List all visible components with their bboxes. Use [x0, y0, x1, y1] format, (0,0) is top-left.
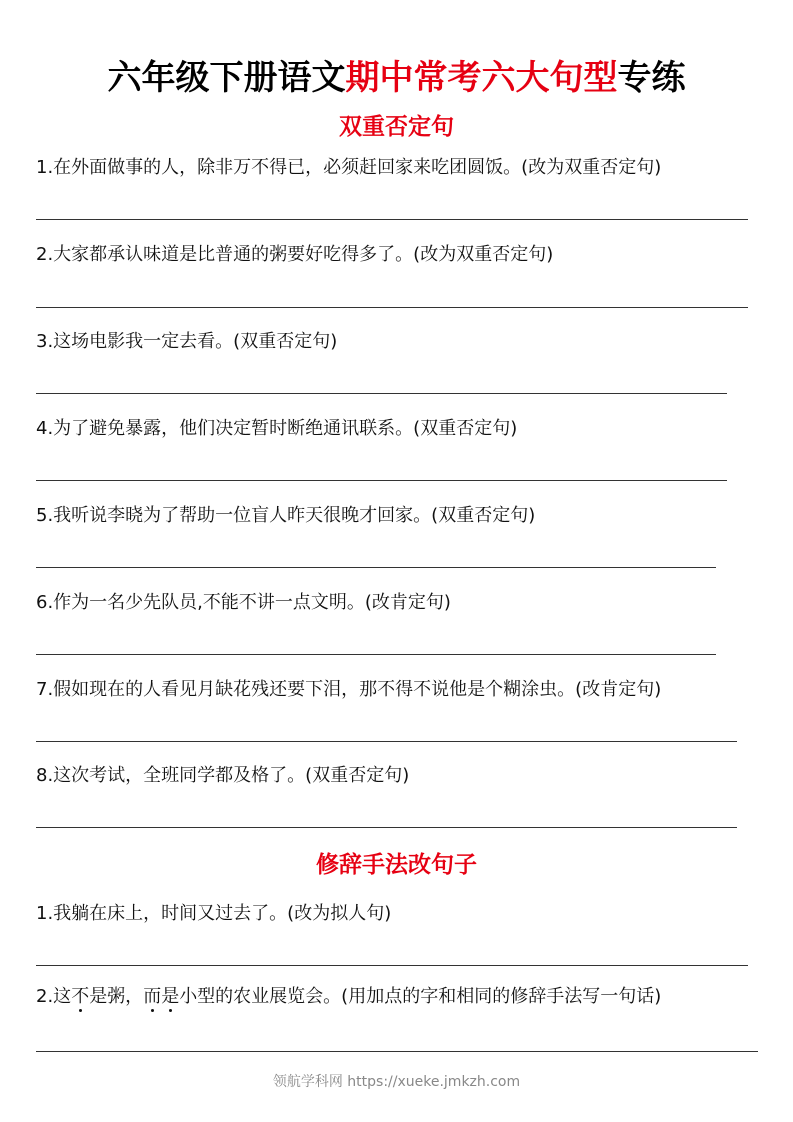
answer-line-4[interactable]	[36, 480, 727, 481]
question-4: 4.为了避免暴露，他们决定暂时断绝通讯联系。(双重否定句)	[36, 418, 518, 439]
question-3: 3.这场电影我一定去看。(双重否定句)	[36, 331, 338, 352]
section-heading-double-negative: 双重否定句	[339, 114, 454, 140]
answer-line-7[interactable]	[36, 741, 737, 742]
footer-watermark: 领航学科网 https://xueke.jmkzh.com	[272, 1074, 521, 1090]
rq2-suffix: 小型的农业展览会。(用加点的字和相同的修辞手法写一句话)	[179, 986, 662, 1007]
section-heading-rhetoric: 修辞手法改句子	[316, 852, 477, 878]
rhetoric-answer-line-1[interactable]	[36, 965, 748, 966]
rhetoric-question-1: 1.我躺在床上，时间又过去了。(改为拟人句)	[36, 903, 392, 924]
answer-line-1[interactable]	[36, 219, 748, 220]
question-8: 8.这次考试，全班同学都及格了。(双重否定句)	[36, 765, 410, 786]
rq2-mid: 是粥，	[89, 986, 144, 1007]
dotted-char-bu: 不	[71, 986, 90, 1007]
answer-line-5[interactable]	[36, 567, 716, 568]
dotted-char-er: 而	[143, 986, 162, 1007]
question-5: 5.我听说李晓为了帮助一位盲人昨天很晚才回家。(双重否定句)	[36, 505, 536, 526]
title-part-3: 专练	[617, 58, 686, 98]
answer-line-6[interactable]	[36, 654, 716, 655]
question-7: 7.假如现在的人看见月缺花残还要下泪，那不得不说他是个糊涂虫。(改肯定句)	[36, 679, 662, 700]
rhetoric-question-2	[36, 982, 661, 1008]
rq2-prefix: 2.这	[36, 986, 72, 1007]
dotted-char-shi: 是	[161, 986, 180, 1007]
question-6: 6.作为一名少先队员,不能不讲一点文明。(改肯定句)	[36, 592, 451, 613]
title-part-1: 六年级下册语文	[107, 58, 346, 98]
answer-line-2[interactable]	[36, 307, 748, 308]
page-title	[0, 50, 793, 99]
question-2: 2.大家都承认味道是比普通的粥要好吃得多了。(改为双重否定句)	[36, 244, 554, 265]
question-1: 1.在外面做事的人，除非万不得已，必须赶回家来吃团圆饭。(改为双重否定句)	[36, 157, 662, 178]
rhetoric-answer-line-2[interactable]	[36, 1051, 758, 1052]
answer-line-8[interactable]	[36, 827, 737, 828]
title-part-2: 期中常考六大句型	[345, 58, 618, 98]
answer-line-3[interactable]	[36, 393, 727, 394]
